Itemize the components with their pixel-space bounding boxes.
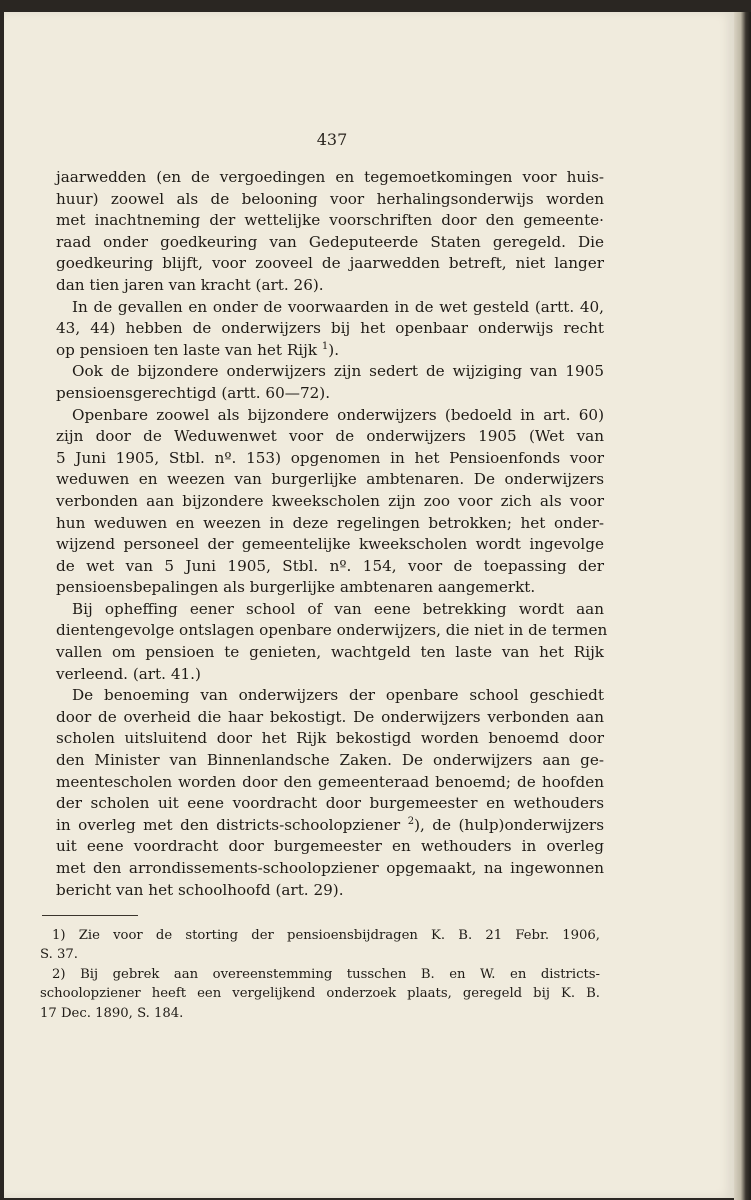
footnote-2: [40, 965, 600, 1023]
text-line: [56, 815, 604, 837]
paragraph-special-teachers: [56, 361, 604, 404]
footnote-line: [40, 926, 600, 945]
text-line: verleend. (art. 41.): [56, 664, 201, 683]
footnote-line: [40, 965, 600, 984]
text-line: 5 Juni 1905, Stbl. nº. 153) opgenomen in het Pensioenfonds voor: [56, 448, 604, 467]
text-line: jaarwedden (en de vergoedingen en tegemoetkomingen voor huis-: [56, 168, 604, 186]
paragraph-pension: [56, 297, 604, 362]
paragraph-widows-fund: [56, 405, 604, 599]
text-line: pensioensgerechtigd (artt. 60—72).: [56, 383, 331, 402]
text-line: Ook de bijzondere onderwijzers zijn sedert de wijziging van 1905: [72, 362, 604, 381]
text-line: In de gevallen en onder de voorwaarden in de wet gesteld (artt. 40,: [72, 297, 604, 316]
text-line: [56, 340, 604, 362]
text-line: De benoeming van onderwijzers der openbare school geschiedt: [72, 686, 604, 705]
footnotes: [40, 926, 600, 1023]
text-line: Openbare zoowel als bijzondere onderwijzers (bedoeld in art. 60): [72, 405, 604, 424]
text-line: zijn door de Weduwenwet voor de onderwijzers 1905 (Wet van: [56, 427, 604, 446]
footnote-text: Zie voor de storting der pensioensbijdragen K. B. 21 Febr. 1906,: [78, 928, 600, 943]
line-text: in overleg met den districts-schoolopziener: [56, 815, 401, 834]
text-line: dientengevolge ontslagen openbare onderwijzers, die niet in de termen: [56, 621, 608, 640]
line-text: op pensioen ten laste van het Rijk: [56, 340, 318, 359]
footnote-line: schoolopziener heeft een vergelijkend onderzoek plaats, geregeld bij K. B.: [40, 986, 600, 1002]
text-line: vallen om pensioen te genieten, wachtgeld ten laste van het Rijk: [56, 643, 604, 662]
text-line: verbonden aan bijzondere kweekscholen zijn zoo voor zich als voor: [56, 491, 604, 510]
text-line: der scholen uit eene voordracht door burgemeester en wethouders: [56, 794, 604, 813]
line-tail: ).: [328, 340, 340, 359]
footnote-ref: 1: [321, 340, 329, 352]
book-page: [4, 12, 734, 1198]
page-number: 437: [316, 130, 348, 149]
text-line: raad onder goedkeuring van Gedeputeerde Staten geregeld. Die: [56, 232, 604, 251]
line-tail: ), de (hulp)onderwijzers: [414, 815, 604, 834]
footnote-1: [40, 926, 600, 965]
text-line: met den arrondissements-schoolopziener opgemaakt, na ingewonnen: [56, 859, 604, 877]
paragraph-salaries: [56, 167, 604, 297]
footnote-ref: 2: [407, 815, 415, 827]
text-line: weduwen en weezen van burgerlijke ambtenaren. De onderwijzers: [56, 470, 604, 489]
text-line: meentescholen worden door den gemeenteraad benoemd; de hoofden: [56, 772, 604, 791]
text-line: wijzend personeel der gemeentelijke kweekscholen wordt ingevolge: [56, 535, 604, 554]
body-text: [56, 167, 608, 901]
text-line: huur) zoowel als de belooning voor herhalingsonderwijs worden: [56, 189, 604, 208]
text-line: bericht van het schoolhoofd (art. 29).: [56, 880, 344, 899]
paragraph-appointment: [56, 685, 604, 901]
text-line: door de overheid die haar bekostigt. De onderwijzers verbonden aan: [56, 707, 604, 726]
paragraph-school-closure: [56, 599, 608, 685]
text-line: met inachtneming der wettelijke voorschriften door den gemeente·: [56, 211, 604, 230]
footnote-marker: 1): [52, 928, 66, 943]
text-line: pensioensbepalingen als burgerlijke ambtenaren aangemerkt.: [56, 578, 536, 597]
footnote-line: S. 37.: [40, 947, 78, 963]
footnote-text: Bij gebrek aan overeenstemming tusschen B. en W. en districts-: [80, 966, 600, 982]
page-edge: [734, 12, 751, 1200]
text-line: Bij opheffing eener school of van eene betrekking wordt aan: [72, 599, 604, 618]
footnote-marker: 2): [52, 966, 66, 982]
text-line: uit eene voordracht door burgemeester en wethouders in overleg: [56, 837, 604, 856]
footnote-divider: [42, 915, 138, 916]
text-line: goedkeuring blijft, voor zooveel de jaarwedden betreft, niet langer: [56, 254, 604, 273]
text-line: den Minister van Binnenlandsche Zaken. De onderwijzers aan ge-: [56, 751, 604, 770]
text-line: 43, 44) hebben de onderwijzers bij het openbaar onderwijs recht: [56, 319, 604, 338]
text-line: hun weduwen en weezen in deze regelingen betrokken; het onder-: [56, 513, 604, 532]
footnote-line: 17 Dec. 1890, S. 184.: [40, 1005, 184, 1021]
text-line: dan tien jaren van kracht (art. 26).: [56, 275, 324, 294]
text-line: scholen uitsluitend door het Rijk bekostigd worden benoemd door: [56, 729, 604, 748]
text-line: de wet van 5 Juni 1905, Stbl. nº. 154, voor de toepassing der: [56, 556, 604, 575]
